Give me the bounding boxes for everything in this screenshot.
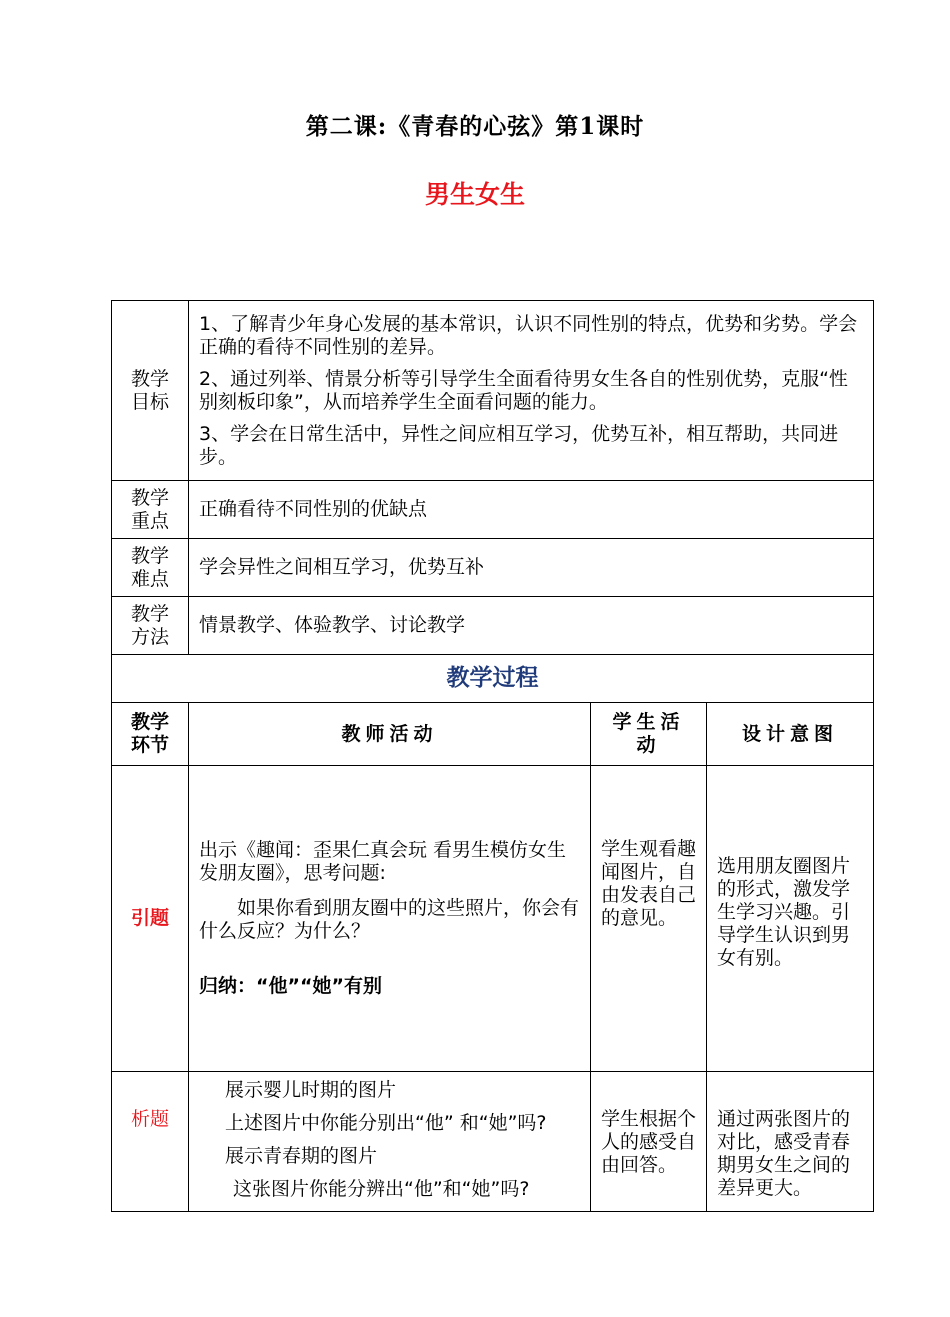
summary-line: 归纳：“他”“她”有别: [199, 975, 382, 997]
method-row: [112, 597, 874, 655]
process-title: 教学过程: [112, 655, 874, 703]
focus-label: 教学重点: [112, 481, 189, 539]
document-title: 第二课:《青春的心弦》第1课时: [305, 113, 645, 140]
lesson-subtitle: 男生女生: [424, 180, 525, 209]
lesson-plan-table: [111, 300, 874, 1212]
goals-row: [112, 301, 874, 481]
goals-label: 教学目标: [112, 301, 189, 481]
difficulty-row: [112, 539, 874, 597]
student-activity-analysis: 学生根据个人的感受自由回答。: [591, 1072, 707, 1212]
method-label: 教学方法: [112, 597, 189, 655]
process-row-intro: [112, 766, 874, 1072]
goals-content: [189, 301, 874, 481]
student-activity-intro: 学生观看趣闻图片，自由发表自己的意见。: [591, 766, 707, 1072]
process-row-analysis: [112, 1072, 874, 1212]
design-intent-analysis: 通过两张图片的对比，感受青春期男女生之间的差异更大。: [707, 1072, 874, 1212]
stage-intro: 引题: [112, 766, 189, 1072]
method-value: 情景教学、体验教学、讨论教学: [189, 597, 874, 655]
difficulty-value: 学会异性之间相互学习，优势互补: [189, 539, 874, 597]
teacher-line: 出示《趣闻：歪果仁真会玩 看男生模仿女生发朋友圈》，思考问题:: [199, 839, 567, 884]
goal-item: 3、学会在日常生活中，异性之间应相互学习，优势互补，相互帮助，共同进步。: [199, 422, 839, 468]
header-teacher-activity: 教师活动: [189, 703, 591, 766]
teacher-line: 展示青春期的图片: [225, 1145, 378, 1167]
teacher-line: 如果你看到朋友圈中的这些照片，你会有什么反应？为什么？: [199, 897, 580, 942]
stage-analysis: 析题: [112, 1072, 189, 1212]
teacher-line: 上述图片中你能分别出“他” 和“她”吗?: [225, 1112, 547, 1134]
teacher-activity-analysis: [189, 1072, 591, 1212]
teacher-activity-intro: [189, 766, 591, 1072]
design-intent-intro: 选用朋友圈图片的形式，激发学生学习兴趣。引导学生认识到男女有别。: [707, 766, 874, 1072]
header-student-activity: 学生活动: [591, 703, 707, 766]
teacher-line: 这张图片你能分辨出“他”和“她”吗?: [233, 1178, 530, 1200]
focus-row: [112, 481, 874, 539]
process-title-row: [112, 655, 874, 703]
header-stage: 教学环节: [112, 703, 189, 766]
focus-value: 正确看待不同性别的优缺点: [189, 481, 874, 539]
teacher-line: 展示婴儿时期的图片: [225, 1079, 397, 1101]
header-design-intent: 设计意图: [707, 703, 874, 766]
process-header-row: [112, 703, 874, 766]
goal-item: 1、了解青少年身心发展的基本常识，认识不同性别的特点，优势和劣势。学会正确的看待不同性别的差异。: [199, 312, 858, 358]
goal-item: 2、通过列举、情景分析等引导学生全面看待男女生各自的性别优势，克服“性别刻板印象”，从而培养学生全面看问题的能力。: [199, 367, 848, 413]
difficulty-label: 教学难点: [112, 539, 189, 597]
